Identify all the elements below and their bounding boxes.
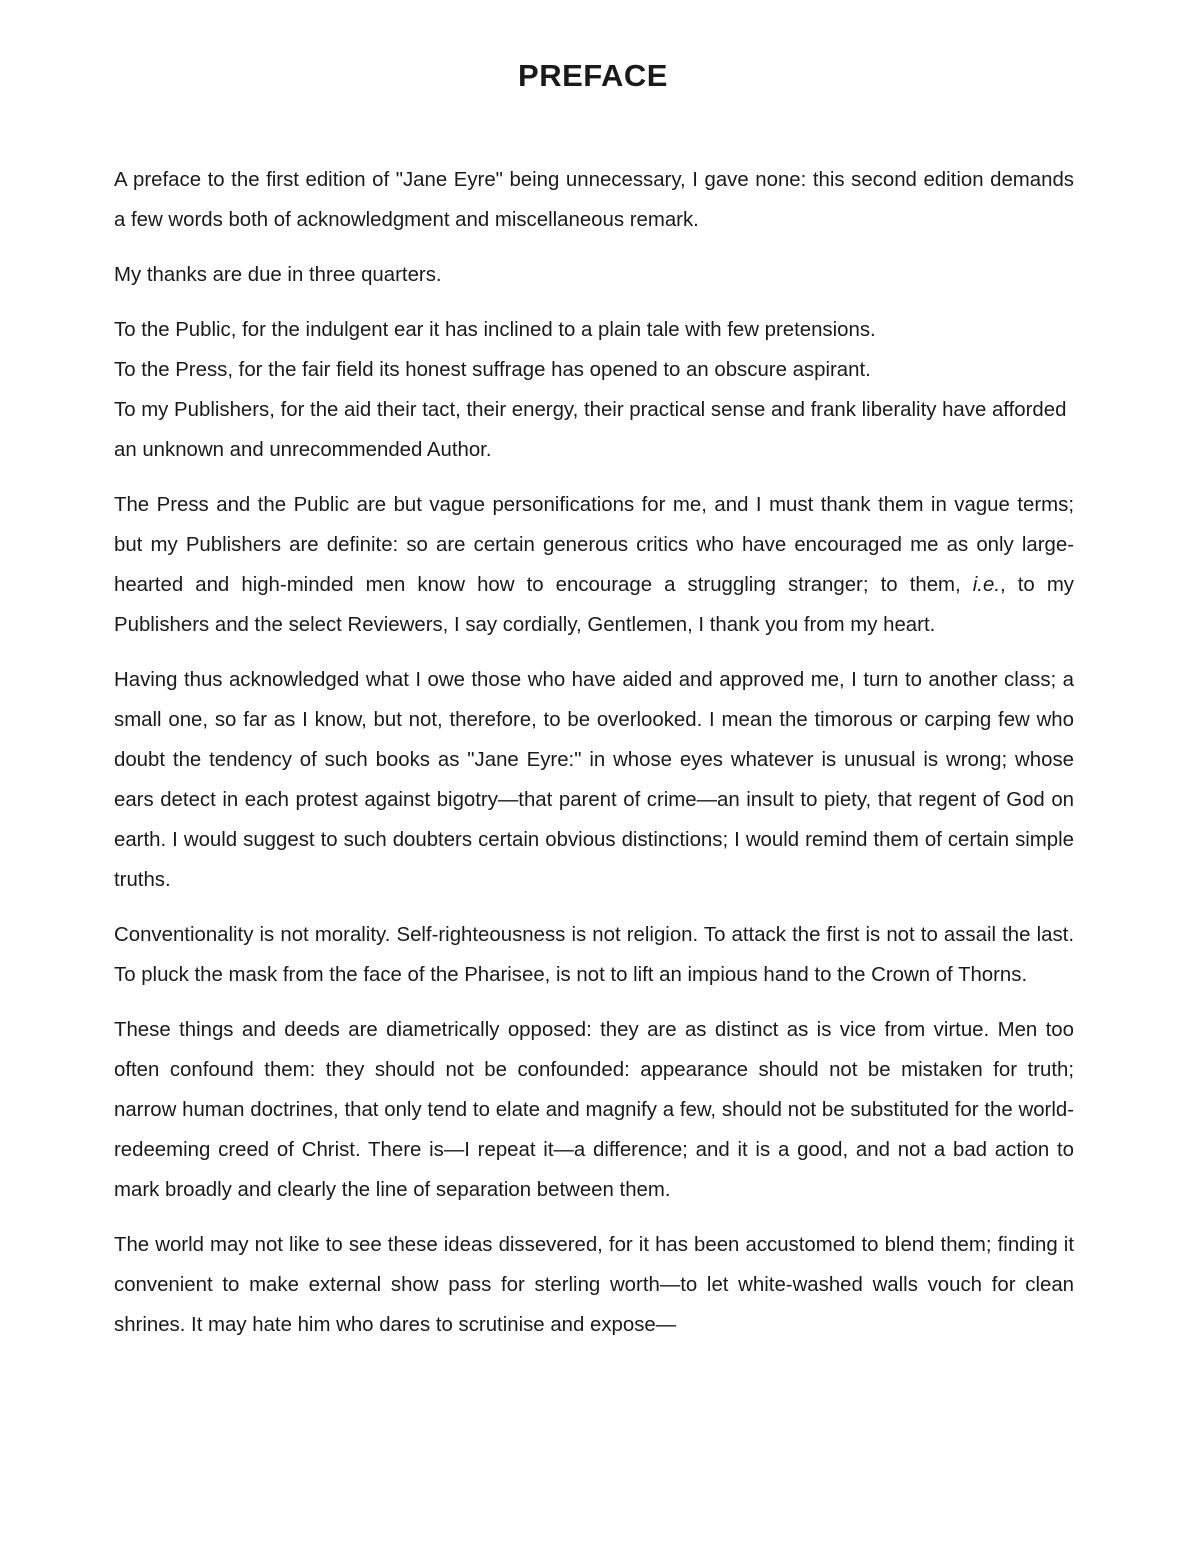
paragraph-acknowledgment-part-1: The Press and the Public are but vague personifications for me, and I must thank them in vague terms; but my Publishers are definite: so are certain generous critics who have encouraged me as only large-hearted and high-minded men know how to encourage a struggling stranger; to them, (114, 494, 1074, 596)
paragraph-publishers: To my Publishers, for the aid their tact, their energy, their practical sense and frank liberality have afforded an unknown and unrecommended Author. (114, 399, 1067, 461)
paragraph-thanks: My thanks are due in three quarters. (114, 264, 442, 286)
paragraph-public: To the Public, for the indulgent ear it has inclined to a plain tale with few pretensions. (114, 319, 876, 341)
paragraph-intro: A preface to the first edition of "Jane Eyre" being unnecessary, I gave none: this second edition demands a few words both of acknowledgment and miscellaneous remark. (114, 169, 1074, 231)
document-body (114, 160, 1074, 1360)
paragraph-critics: Having thus acknowledged what I owe those who have aided and approved me, I turn to another class; a small one, so far as I know, but not, therefore, to be overlooked. I mean the timorous or carping few who doubt the tendency of such books as "Jane Eyre:" in whose eyes whatever is unusual is wrong; whose ears detect in each protest against bigotry—that parent of crime—an insult to piety, that regent of God on earth. I would suggest to such doubters certain obvious distinctions; I would remind them of certain simple truths. (114, 669, 1074, 891)
paragraph-acknowledgment-part-2: , to my Publishers and the select Reviewers, I say cordially, Gentlemen, I thank you from my heart. (114, 574, 1075, 636)
paragraph-acknowledgment (114, 485, 1074, 645)
page-title: PREFACE (518, 58, 668, 93)
paragraph-world: The world may not like to see these ideas dissevered, for it has been accustomed to blend them; finding it convenient to make external show pass for sterling worth—to let white-washed walls vouch for clean shrines. It may hate him who dares to scrutinise and expose— (114, 1234, 1074, 1336)
paragraph-press: To the Press, for the fair field its honest suffrage has opened to an obscure aspirant. (114, 359, 871, 381)
paragraph-conventionality: Conventionality is not morality. Self-righteousness is not religion. To attack the first is not to assail the last. To pluck the mask from the face of the Pharisee, is not to lift an impious hand to the Crown of Thorns. (114, 924, 1074, 986)
paragraph-distinction: These things and deeds are diametrically opposed: they are as distinct as is vice from virtue. Men too often confound them: they should not be confounded: appearance should not be mistaken for truth; narrow human doctrines, that only tend to elate and magnify a few, should not be substituted for the world-redeeming creed of Christ. There is—I repeat it—a difference; and it is a good, and not a bad action to mark broadly and clearly the line of separation between them. (114, 1019, 1074, 1201)
paragraph-acknowledgment-emphasis: i.e. (972, 574, 1000, 596)
